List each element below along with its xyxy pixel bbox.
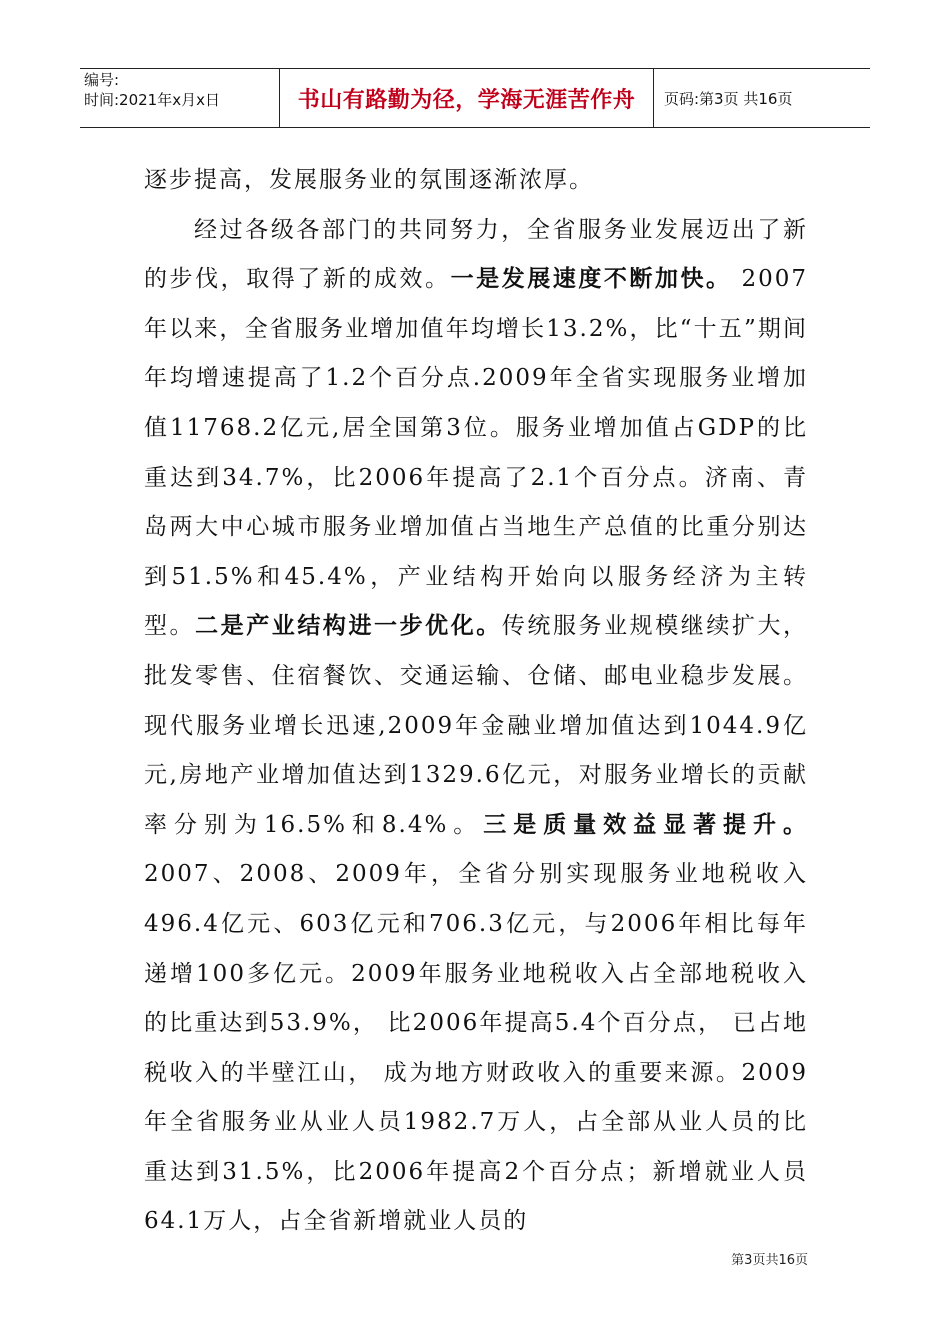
- page-header: [80, 68, 870, 128]
- paragraph-text: 2007年以来，全省服务业增加值年均增长13.2%，比“十五”期间年均增速提高了1.2个百分点.2009年全省实现服务业增加值11768.2亿元,居全国第3位。服务业增加值占GDP的比重达到34.7%，比2006年提高了2.1个百分点。济南、青岛两大中心城市服务业增加值占当地生产总值的比重分别达到51.5%和45.4%，产业结构开始向以服务经济为主转型。: [144, 266, 809, 640]
- document-number-label: 编号:: [84, 71, 120, 89]
- header-motto: 书山有路勤为径，学海无涯苦作舟: [280, 69, 654, 127]
- document-body: [144, 156, 808, 1247]
- paragraph-text: 传统服务业规模继续扩大，批发零售、住宿餐饮、交通运输、仓储、邮电业稳步发展。现代服务业增长迅速,2009年金融业增加值达到1044.9亿元,房地产业增加值达到1329.6亿元，对服务业增长的贡献率分别为16.5%和8.4%。: [144, 613, 809, 838]
- emphasis-heading-2: 二是产业结构进一步优化。: [195, 613, 502, 640]
- paragraph-continuation: 逐步提高，发展服务业的氛围逐渐浓厚。: [144, 167, 594, 193]
- paragraph-text: 经过各级各部门的共同努力，全省服务业发展迈出了新的步伐，取得了新的成效。: [144, 216, 808, 293]
- header-page-info: 页码:第3页 共16页: [664, 89, 793, 108]
- header-meta: [80, 69, 280, 127]
- page-footer: 第3页共16页: [731, 1253, 808, 1268]
- paragraph-text: 2007、2008、2009年，全省分别实现服务业地税收入496.4亿元、603亿元和706.3亿元，与2006年相比每年递增100多亿元。2009年服务业地税收入占全部地税收入的比重达到53.9%， 比2006年提高5.4个百分点， 已占地税收入的半壁江山， 成为地方财政收入的重要来源。2009年全省服务业从业人员1982.7万人，占全部从业人员的比重达到31.5%，比2006年提高2个百分点；新增就业人员64.1万人，占全省新增就业人员的: [144, 861, 808, 1235]
- emphasis-heading-3: 三是质量效益显著提升。: [483, 811, 809, 838]
- paragraph-main: [144, 206, 808, 1247]
- document-date-label: 时间:2021年x月x日: [84, 91, 220, 109]
- emphasis-heading-1: 一是发展速度不断加快。: [450, 266, 732, 293]
